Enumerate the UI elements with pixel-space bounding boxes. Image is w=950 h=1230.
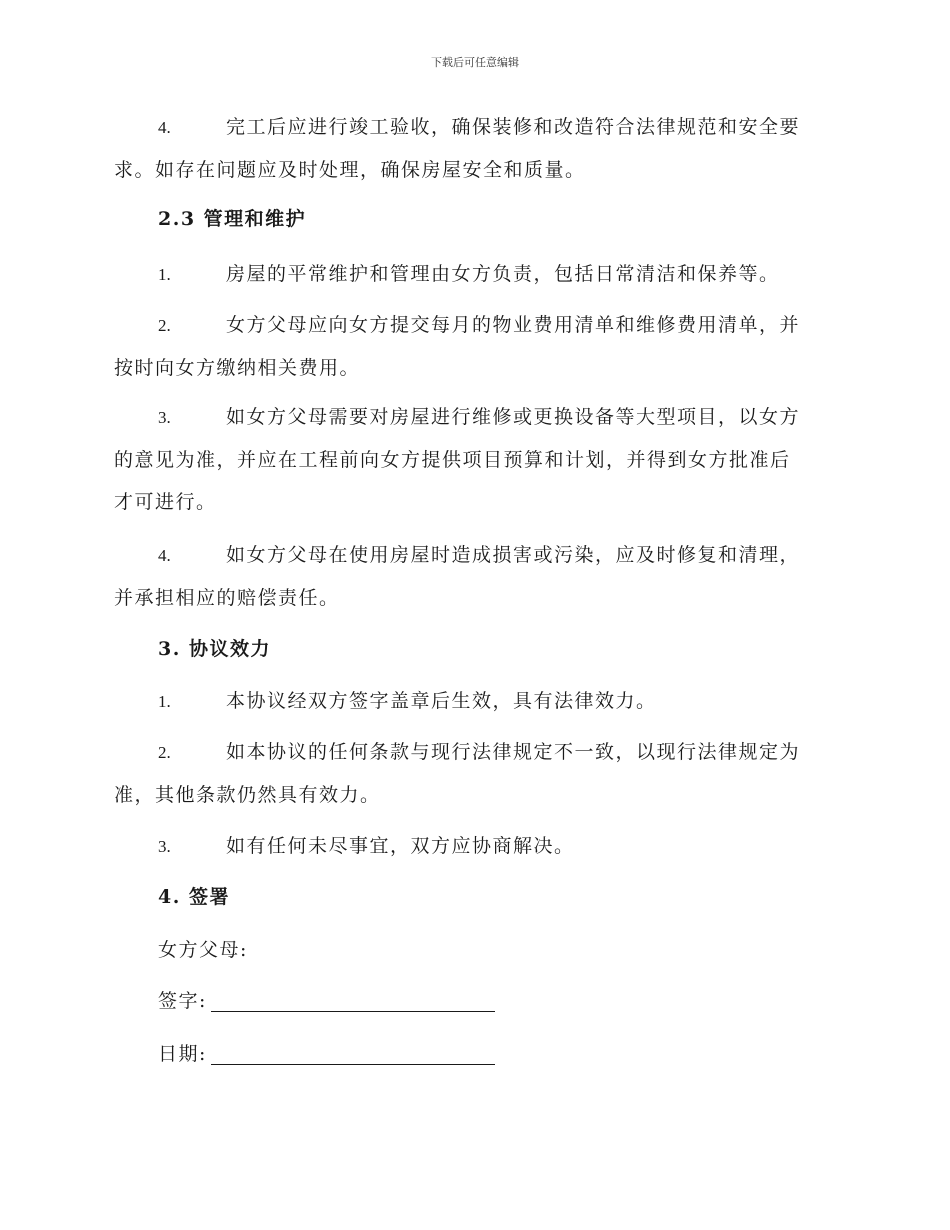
party-label: 女方父母: xyxy=(158,939,248,961)
item-text: 的意见为准，并应在工程前向女方提供项目预算和计划，并得到女方批准后 xyxy=(114,449,791,471)
date-blank xyxy=(211,1046,495,1065)
item-text: 女方父母应向女方提交每月的物业费用清单和维修费用清单，并 xyxy=(226,314,801,336)
item-number: 3. xyxy=(158,408,171,427)
item-text: 准，其他条款仍然具有效力。 xyxy=(114,784,381,806)
section-heading: 2.3 管理和维护 xyxy=(158,208,307,230)
list-item xyxy=(114,731,834,816)
list-item xyxy=(114,825,834,868)
item-text: 完工后应进行竣工验收，确保装修和改造符合法律规范和安全要 xyxy=(226,116,801,138)
item-number: 1. xyxy=(158,265,171,284)
item-text: 才可进行。 xyxy=(114,491,217,513)
item-text: 按时向女方缴纳相关费用。 xyxy=(114,357,361,379)
item-number: 4. xyxy=(158,546,171,565)
item-number: 2. xyxy=(158,316,171,335)
list-item xyxy=(114,304,834,389)
item-text: 并承担相应的赔偿责任。 xyxy=(114,587,340,609)
item-number: 2. xyxy=(158,743,171,762)
item-text: 求。如存在问题应及时处理，确保房屋安全和质量。 xyxy=(114,159,586,181)
list-item xyxy=(114,253,834,296)
item-text: 如有任何未尽事宜，双方应协商解决。 xyxy=(226,835,575,857)
item-text: 如女方父母在使用房屋时造成损害或污染，应及时修复和清理， xyxy=(226,544,801,566)
date-label: 日期: xyxy=(158,1043,207,1065)
page-header: 下载后可任意编辑 xyxy=(431,56,519,69)
item-text: 房屋的平常维护和管理由女方负责，包括日常清洁和保养等。 xyxy=(226,263,780,285)
signature-blank xyxy=(211,993,495,1012)
item-number: 3. xyxy=(158,837,171,856)
section-heading: 4. 签署 xyxy=(158,886,230,908)
item-text: 如女方父母需要对房屋进行维修或更换设备等大型项目，以女方 xyxy=(226,406,801,428)
date-row xyxy=(158,1039,495,1069)
item-text: 如本协议的任何条款与现行法律规定不一致，以现行法律规定为 xyxy=(226,741,801,763)
signature-row xyxy=(158,986,495,1016)
signature-label: 签字: xyxy=(158,990,207,1012)
list-item xyxy=(114,396,834,523)
list-item xyxy=(114,106,834,191)
list-item xyxy=(114,534,834,619)
list-item xyxy=(114,680,834,723)
section-heading: 3. 协议效力 xyxy=(158,638,271,660)
item-number: 1. xyxy=(158,692,171,711)
item-text: 本协议经双方签字盖章后生效，具有法律效力。 xyxy=(226,690,657,712)
item-number: 4. xyxy=(158,118,171,137)
